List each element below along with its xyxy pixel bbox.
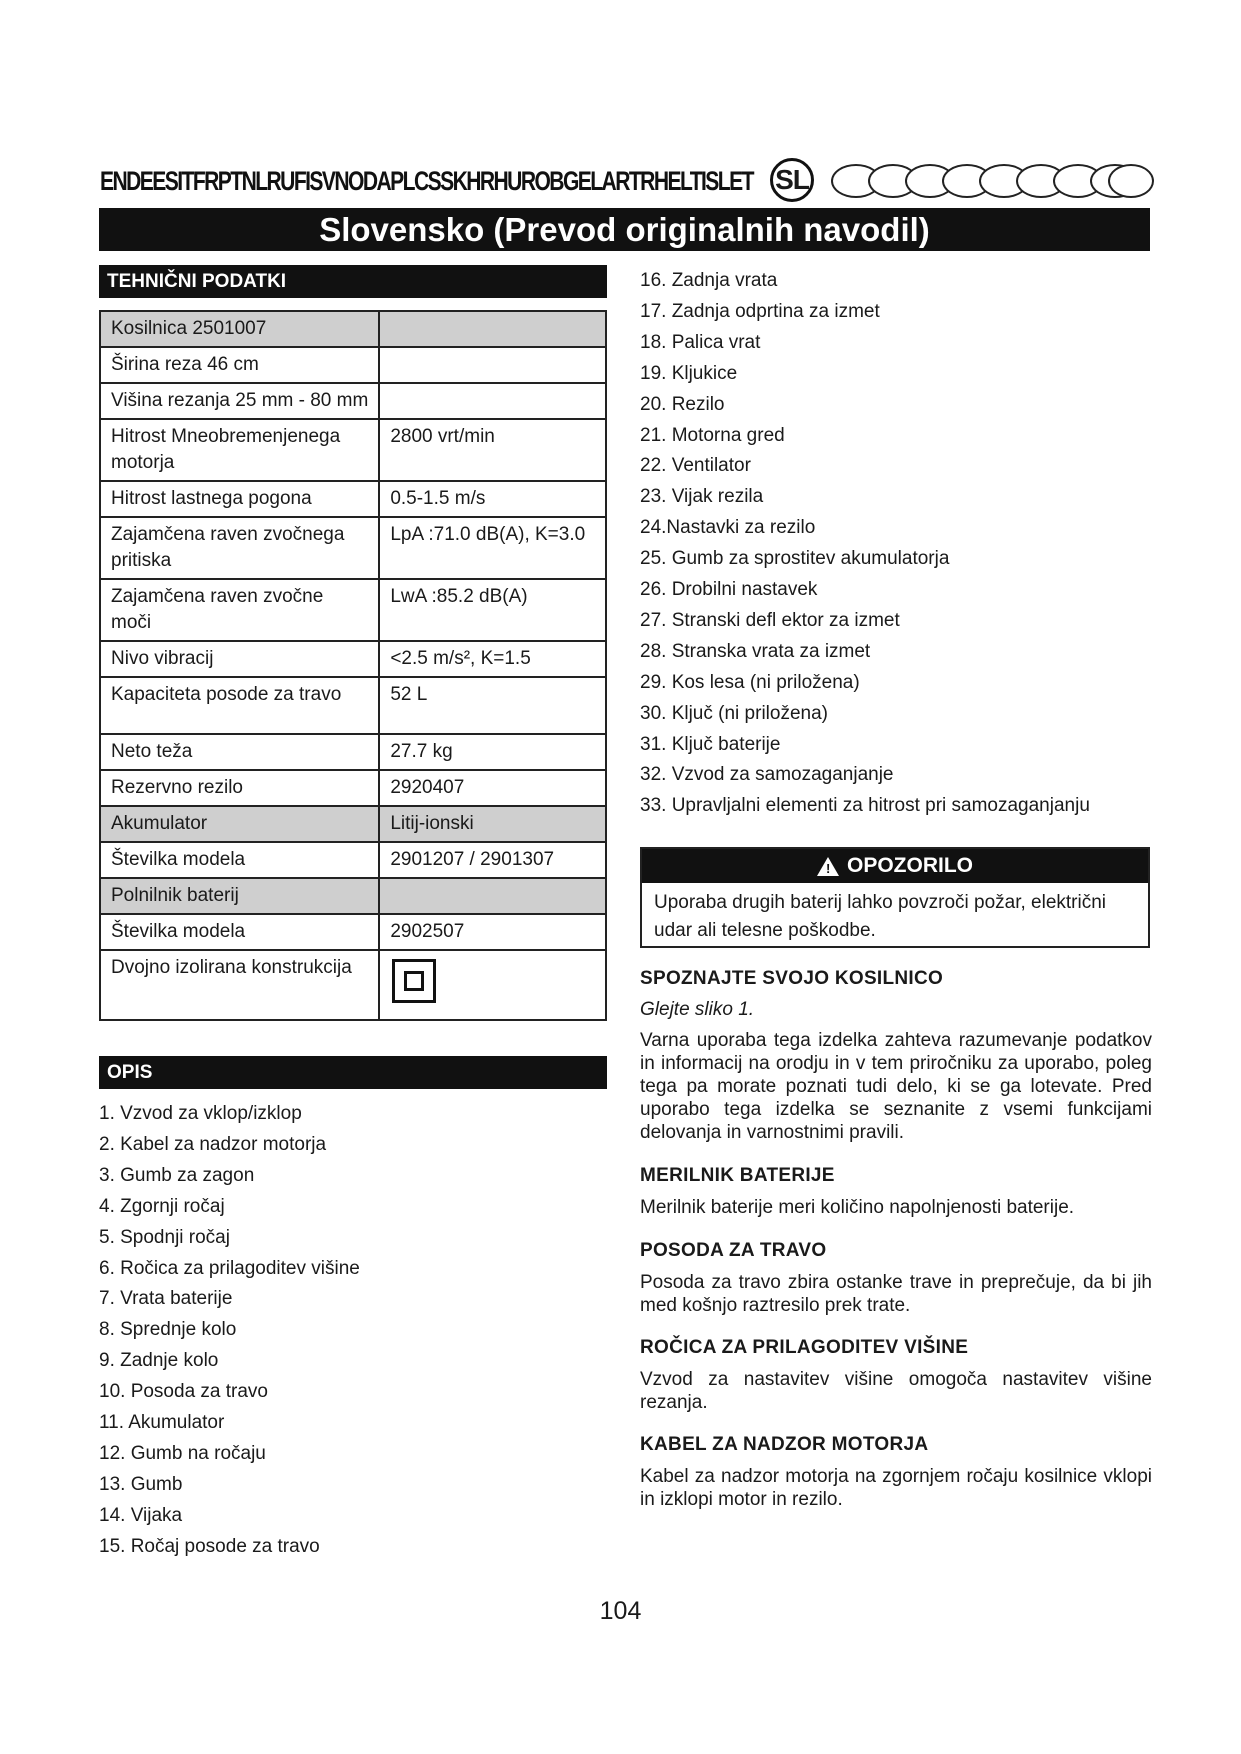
description-heading: OPIS: [99, 1056, 607, 1089]
spec-label: Številka modela: [100, 842, 379, 878]
page-title: Slovensko (Prevod originalnih navodil): [99, 208, 1150, 251]
list-item: 30. Ključ (ni priložena): [640, 702, 828, 724]
spec-label: Nivo vibracij: [100, 641, 379, 677]
warning-box: [640, 847, 1150, 948]
spec-label: Polnilnik baterij: [100, 878, 379, 914]
list-item: 28. Stranska vrata za izmet: [640, 640, 871, 662]
grass-bag-heading: POSODA ZA TRAVO: [640, 1240, 827, 1261]
spec-label: Višina rezanja 25 mm - 80 mm: [100, 383, 379, 419]
spec-value: 0.5-1.5 m/s: [379, 481, 606, 517]
tech-data-heading: TEHNIČNI PODATKI: [99, 265, 607, 298]
list-item: 2. Kabel za nadzor motorja: [99, 1133, 327, 1155]
spec-row: [100, 770, 606, 806]
spec-label: Rezervno rezilo: [100, 770, 379, 806]
spec-label: Hitrost lastnega pogona: [100, 481, 379, 517]
list-item: 14. Vijaka: [99, 1504, 183, 1526]
spec-row: [100, 579, 606, 641]
page-number: 104: [599, 1597, 642, 1625]
see-figure-note: Glejte sliko 1.: [640, 999, 755, 1020]
spec-value: [379, 383, 606, 419]
grass-bag-text: Posoda za travo zbira ostanke trave in preprečuje, da bi jih med košnjo raztresilo prek trate.: [640, 1272, 1152, 1316]
spec-row: [100, 878, 606, 914]
list-item: 17. Zadnja odprtina za izmet: [640, 300, 880, 322]
spec-row: [100, 677, 606, 734]
spec-label: Širina reza 46 cm: [100, 347, 379, 383]
height-lever-heading: ROČICA ZA PRILAGODITEV VIŠINE: [640, 1337, 969, 1358]
language-tabs: [96, 158, 1158, 202]
spec-label: Dvojno izolirana konstrukcija: [100, 950, 379, 1020]
list-item: 6. Ročica za prilagoditev višine: [99, 1257, 360, 1279]
height-lever-text: Vzvod za nastavitev višine omogoča nastavitev višine rezanja.: [640, 1369, 1152, 1413]
spec-value: Litij-ionski: [379, 806, 606, 842]
list-item: 5. Spodnji ročaj: [99, 1226, 230, 1248]
spec-value: [379, 311, 606, 347]
list-item: 32. Vzvod za samozaganjanje: [640, 764, 894, 786]
active-language-tab: SL: [770, 158, 814, 202]
spec-row: [100, 481, 606, 517]
spec-value: [379, 347, 606, 383]
double-insulation-icon: [392, 959, 436, 1003]
list-item: 4. Zgornji ročaj: [99, 1195, 225, 1217]
list-item: 15. Ročaj posode za travo: [99, 1535, 320, 1557]
spec-value: 2920407: [379, 770, 606, 806]
spec-value: [379, 950, 606, 1020]
warning-text: Uporaba drugih baterij lahko povzroči požar, električni udar ali telesne poškodbe.: [654, 892, 1107, 941]
spec-value: LwA :85.2 dB(A): [379, 579, 606, 641]
list-item: 1. Vzvod za vklop/izklop: [99, 1103, 302, 1124]
list-item: 22. Ventilator: [640, 455, 751, 477]
battery-meter-text: Merilnik baterije meri količino napolnjenosti baterije.: [640, 1197, 1075, 1218]
list-item: 24.Nastavki za rezilo: [640, 517, 816, 539]
spec-row: [100, 517, 606, 579]
know-mower-heading: SPOZNAJTE SVOJO KOSILNICO: [640, 968, 944, 989]
empty-language-tab: [1108, 164, 1154, 198]
spec-table: [99, 310, 607, 1021]
spec-label: Neto teža: [100, 734, 379, 770]
spec-row: [100, 842, 606, 878]
spec-label: Hitrost Mneobremenjenega motorja: [100, 419, 379, 481]
list-item: 16. Zadnja vrata: [640, 270, 778, 291]
battery-meter-heading: MERILNIK BATERIJE: [640, 1165, 835, 1186]
list-item: 23. Vijak rezila: [640, 486, 764, 508]
list-item: 26. Drobilni nastavek: [640, 579, 818, 600]
spec-value: <2.5 m/s², K=1.5: [379, 641, 606, 677]
list-item: 29. Kos lesa (ni priložena): [640, 671, 860, 693]
spec-value: [379, 878, 606, 914]
list-item: 9. Zadnje kolo: [99, 1350, 219, 1372]
control-bail-heading: KABEL ZA NADZOR MOTORJA: [640, 1434, 929, 1455]
spec-row: [100, 806, 606, 842]
spec-row: [100, 383, 606, 419]
spec-value: 2800 vrt/min: [379, 419, 606, 481]
spec-label: Zajamčena raven zvočne moči: [100, 579, 379, 641]
spec-label: Zajamčena raven zvočnega pritiska: [100, 517, 379, 579]
control-bail-text: Kabel za nadzor motorja na zgornjem ročaju kosilnice vklopi in izklopi motor in rezilo.: [640, 1466, 1152, 1510]
spec-value: 27.7 kg: [379, 734, 606, 770]
spec-row: [100, 641, 606, 677]
list-item: 8. Sprednje kolo: [99, 1319, 237, 1341]
spec-value: LpA :71.0 dB(A), K=3.0: [379, 517, 606, 579]
spec-label: Kapaciteta posode za travo: [100, 677, 379, 734]
list-item: 18. Palica vrat: [640, 331, 761, 353]
warning-heading: OPOZORILO: [847, 854, 973, 877]
list-item: 27. Stranski defl ektor za izmet: [640, 609, 900, 631]
spec-row: [100, 347, 606, 383]
list-item: 21. Motorna gred: [640, 424, 785, 446]
list-item: 19. Kljukice: [640, 362, 738, 384]
list-item: 33. Upravljalni elementi za hitrost pri samozaganjanju: [640, 795, 1090, 817]
spec-label: Številka modela: [100, 914, 379, 950]
list-item: 3. Gumb za zagon: [99, 1164, 255, 1186]
list-item: 13. Gumb: [99, 1473, 183, 1495]
spec-row: [100, 734, 606, 770]
list-item: 25. Gumb za sprostitev akumulatorja: [640, 548, 950, 570]
list-item: 31. Ključ baterije: [640, 733, 781, 755]
spec-row: [100, 950, 606, 1020]
spec-row: [100, 419, 606, 481]
warning-header: [642, 849, 1148, 883]
list-item: 7. Vrata baterije: [99, 1288, 233, 1310]
spec-row: [100, 311, 606, 347]
spec-label: Akumulator: [100, 806, 379, 842]
know-mower-text: Varna uporaba tega izdelka zahteva razumevanje podatkov in informacij na orodju in v tem priročniku za uporabo, poleg tega pa morate poznati tudi delo, ki se ga lotevate. Pred uporabo tega izdelka se seznanite z vsemi funkcijami delovanja in varnostnimi pravili.: [640, 1030, 1152, 1143]
list-item: 20. Rezilo: [640, 393, 725, 415]
spec-value: 52 L: [379, 677, 606, 734]
spec-label: Kosilnica 2501007: [100, 311, 379, 347]
language-codes: ENDEESITFRPTNLRUFISVNODAPLCSSKHRHUROBGELARTRHELTISLET: [100, 166, 753, 196]
list-item: 12. Gumb na ročaju: [99, 1442, 266, 1464]
warning-triangle-icon: !: [817, 857, 839, 876]
spec-row: [100, 914, 606, 950]
spec-value: 2902507: [379, 914, 606, 950]
spec-value: 2901207 / 2901307: [379, 842, 606, 878]
list-item: 10. Posoda za travo: [99, 1381, 268, 1403]
list-item: 11. Akumulator: [99, 1412, 225, 1433]
